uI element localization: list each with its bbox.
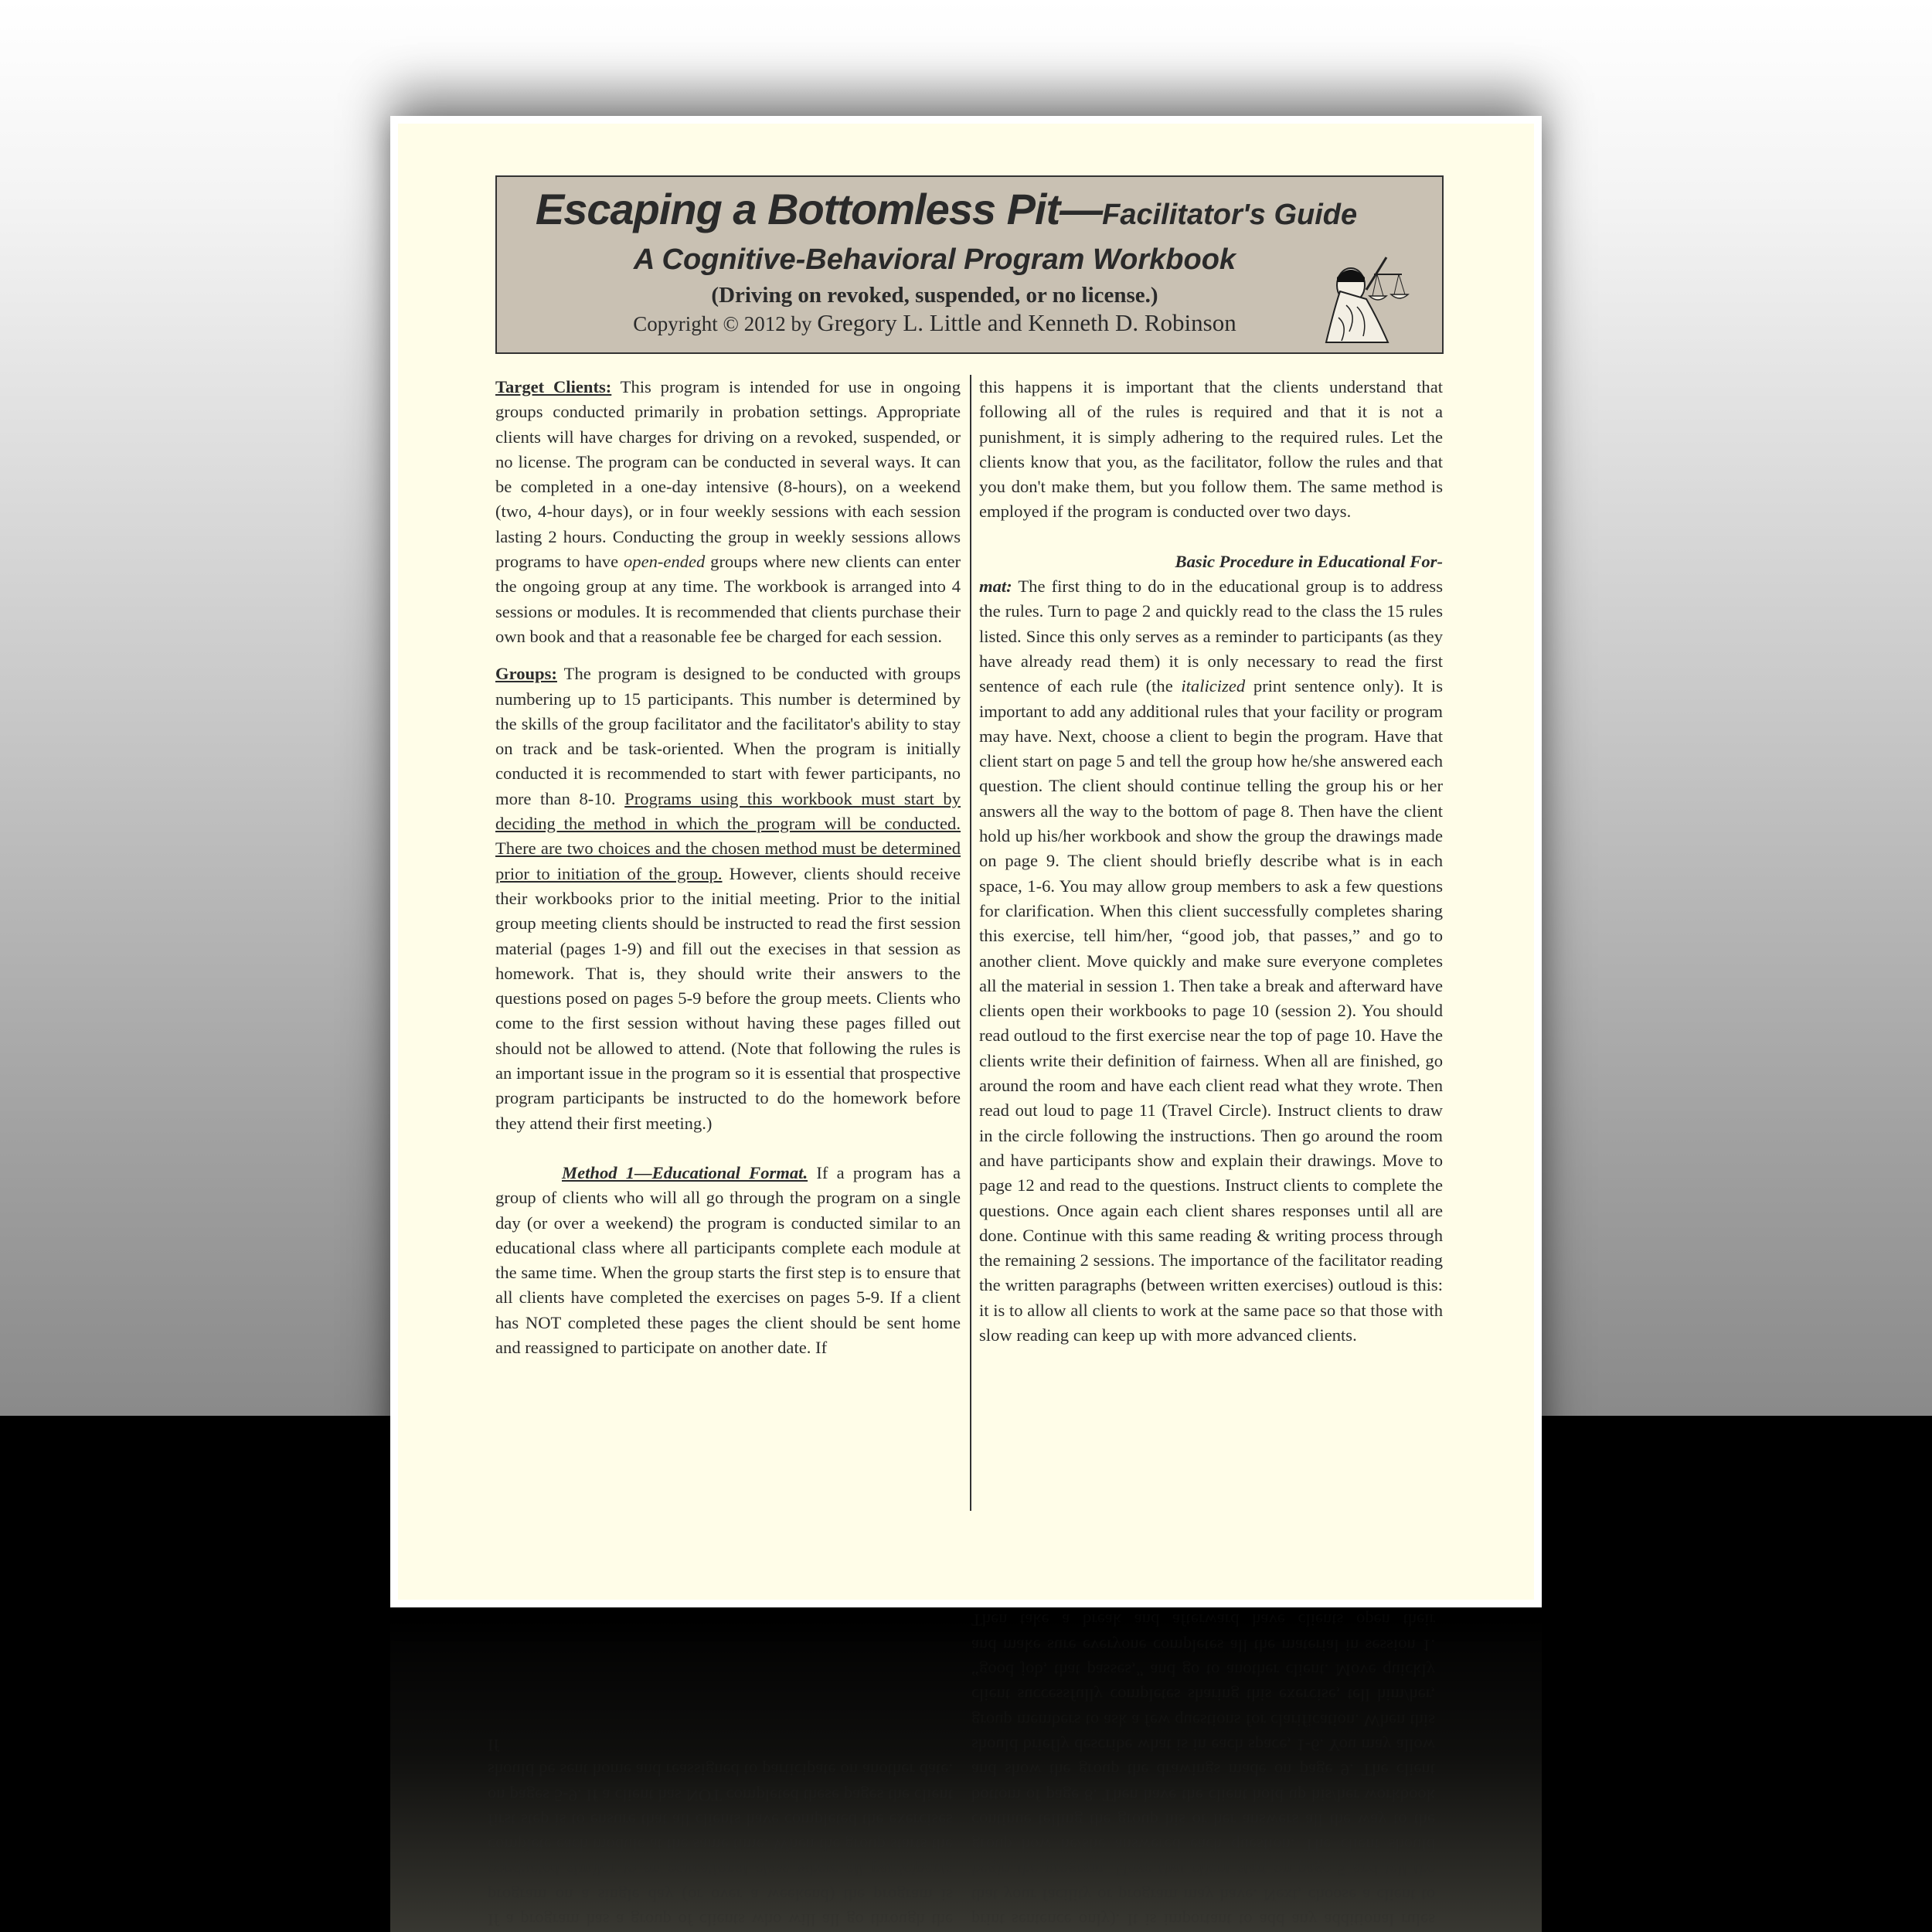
target-clients-paragraph — [495, 375, 961, 649]
spacer — [495, 1136, 961, 1161]
copyright-line — [497, 309, 1442, 338]
method-label: Method 1—Educational Format. — [562, 1162, 808, 1182]
continued-paragraph: this happens it is important that the clients understand that following all of the rules is required and that it is not a punishment, it is simply adhering to the required rules. Let the clients know that you, as the facilitator, follow the rules and that you don't make them, but you follow them. The same method is employed if the program is conducted over two days. — [979, 377, 1443, 522]
reflection-left-text: If a program has a group of clients who will all go through the program on a single day (or over a weekend) the program is conducted similar to an educational class where all participants complete each module at the same time. When the group starts the first step is to ensure that all clients have completed the exercises on pages 5-9. If a client has NOT completed these pages the client should be sent home and reassigned to participate on another date. If — [488, 1735, 953, 1930]
left-column — [495, 375, 961, 1360]
basic-procedure-italic: italicized — [1181, 676, 1246, 696]
copyright-prefix: Copyright © 2012 by — [633, 312, 812, 335]
groups-label: Groups: — [495, 664, 557, 684]
groups-paragraph — [495, 662, 961, 1136]
basic-procedure-text-a: The first thing to do in the educational group is to address the rules. Turn to page 2 and quickly read to the class the 15 rules listed. Since this only serves as a reminder to participants (as they have already read them) it is only necessary to read the first sentence of each rule (the — [979, 577, 1443, 696]
title-banner — [495, 175, 1444, 354]
groups-underlined-text: Programs using this workbook must start by deciding the method in which the program will be conducted. There are two choices and the chosen method must be determined prior to initiation of the group. — [495, 788, 961, 883]
page-title — [497, 185, 1442, 240]
page-reflection — [390, 1607, 1542, 1932]
right-column — [979, 375, 1443, 1348]
groups-text-b: However, clients should receive their workbooks prior to the initial meeting. Prior to the initial group meeting clients should be instructed to read the first session material (pages 1-9) and fill out the execises in that session as homework. That is, they should write their answers to the questions posed on pages 5-9 before the group meets. Clients who come to the first session without having these pages filled out should not be allowed to attend. (Note that following the rules is an important issue in the program so it is essential that prospective program participants be instructed to do the homework before they attend their first meeting.) — [495, 863, 961, 1133]
basic-procedure-heading: Basic Procedure in Educational For- — [1175, 551, 1443, 571]
basic-procedure-label-end: mat: — [979, 577, 1012, 597]
title-main: Escaping a Bottomless Pit— — [535, 185, 1103, 233]
target-clients-text-a: This program is intended for use in ongoing groups conducted primarily in probation settings. Appropriate clients will have charges for driving on a revoked, suspended, or no license. The program can be conducted in several ways. It can be completed in a one-day intensive (8-hours), on a weekend (two, 4-hour days), or in four weekly sessions with each session lasting 2 hours. Conducting the group in weekly sessions allows programs to have — [495, 377, 961, 572]
document-page — [390, 116, 1542, 1607]
authors: Gregory L. Little and Kenneth D. Robinson — [817, 309, 1236, 336]
lady-justice-icon — [1303, 240, 1411, 349]
method-text: If a program has a group of clients who will all go through the program on a single day (or over a weekend) the program is conducted similar to an educational class where all participants complete each module at the same time. When the group starts the first step is to ensure that all clients have completed the exercises on pages 5-9. If a client has NOT completed these pages the client should be sent home and reassigned to participate on another date. If — [495, 1162, 961, 1357]
basic-procedure-paragraph — [979, 574, 1443, 1348]
driving-note: (Driving on revoked, suspended, or no license.) — [711, 283, 1158, 308]
column-divider — [970, 375, 971, 1511]
reflection-text — [390, 1607, 1542, 1932]
basic-procedure-text-b: print sentence only). It is important to add any additional rules that your facility or program may have. Next, choose a client to begin the program. Have that client start on page 5 and tell the group how he/she answered each question. The client should continue telling the group his or her answers all the way to the bottom of page 8. Then have the client hold up his/her workbook and show the group the drawings made on page 9. The client should briefly describe what is in each space, 1-6. You may allow group members to ask a few questions for clarification. When this client successfully completes sharing this exercise, tell him/her, “good job, that passes,” and go to another client. Move quickly and make sure everyone completes all the material in session 1. Then take a break and afterward have clients open their workbooks to page 10 (session 2). You should read outloud to the first exercise near the top of page 10. Have the clients write their definition of fairness. When all are finished, go around the room and have each client read what they wrote. Then read out loud to page 11 (Travel Circle). Instruct clients to draw in the circle following the instructions. Then go around the room and have participants show and explain their drawings. Move to page 12 and read to the questions. Instruct clients to complete the questions. Once again each client shares responses until all are done. Continue with this same reading & writing process through the remaining 2 sessions. The importance of the facilitator reading the written paragraphs (between written exercises) outloud is this: it is to allow all clients to work at the same pace so that those with slow reading can keep up with more advanced clients. — [979, 676, 1443, 1345]
page-subtitle: A Cognitive-Behavioral Program Workbook — [633, 243, 1236, 276]
target-clients-label: Target Clients: — [495, 377, 612, 396]
spacer — [979, 525, 1443, 549]
reflection-right-text: print sentence only). It is important to add any additional rules that your facility or program may have. Next, choose a client to begin the program. Have that client start on page 5 and tell the group how he/she answered each question. The client should continue telling the group his or her answers all the way to the bottom of page 8. Then have the client hold up his/her workbook and show the group the drawings made on page 9. The client should briefly describe what is in each space, 1-6. You may allow group members to ask a few questions for clarification. When this client successfully completes sharing this exercise, tell him/her, “good job, that passes,” and go to another client. Move quickly and make sure everyone completes all the material in session 1. Then take a break and afterward have clients open their — [971, 1611, 1435, 1930]
groups-text-a: The program is designed to be conducted with groups numbering up to 15 participants. This number is determined by the skills of the group facilitator and the facilitator's ability to stay on track and be task-oriented. When the program is initially conducted it is recommended to start with fewer participants, no more than 8-10. — [495, 664, 961, 808]
target-clients-italic: open-ended — [623, 552, 706, 572]
method-paragraph — [495, 1161, 961, 1360]
spacer — [495, 649, 961, 662]
target-clients-text-b: groups where new clients can enter the ongoing group at any time. The workbook is arranged into 4 sessions or modules. It is recommended that clients purchase their own book and that a reasonable fee be charged for each session. — [495, 552, 961, 646]
title-suffix: Facilitator's Guide — [1102, 199, 1358, 231]
reflection-left-column — [488, 1733, 953, 1932]
reflection-right-column — [971, 1607, 1435, 1932]
